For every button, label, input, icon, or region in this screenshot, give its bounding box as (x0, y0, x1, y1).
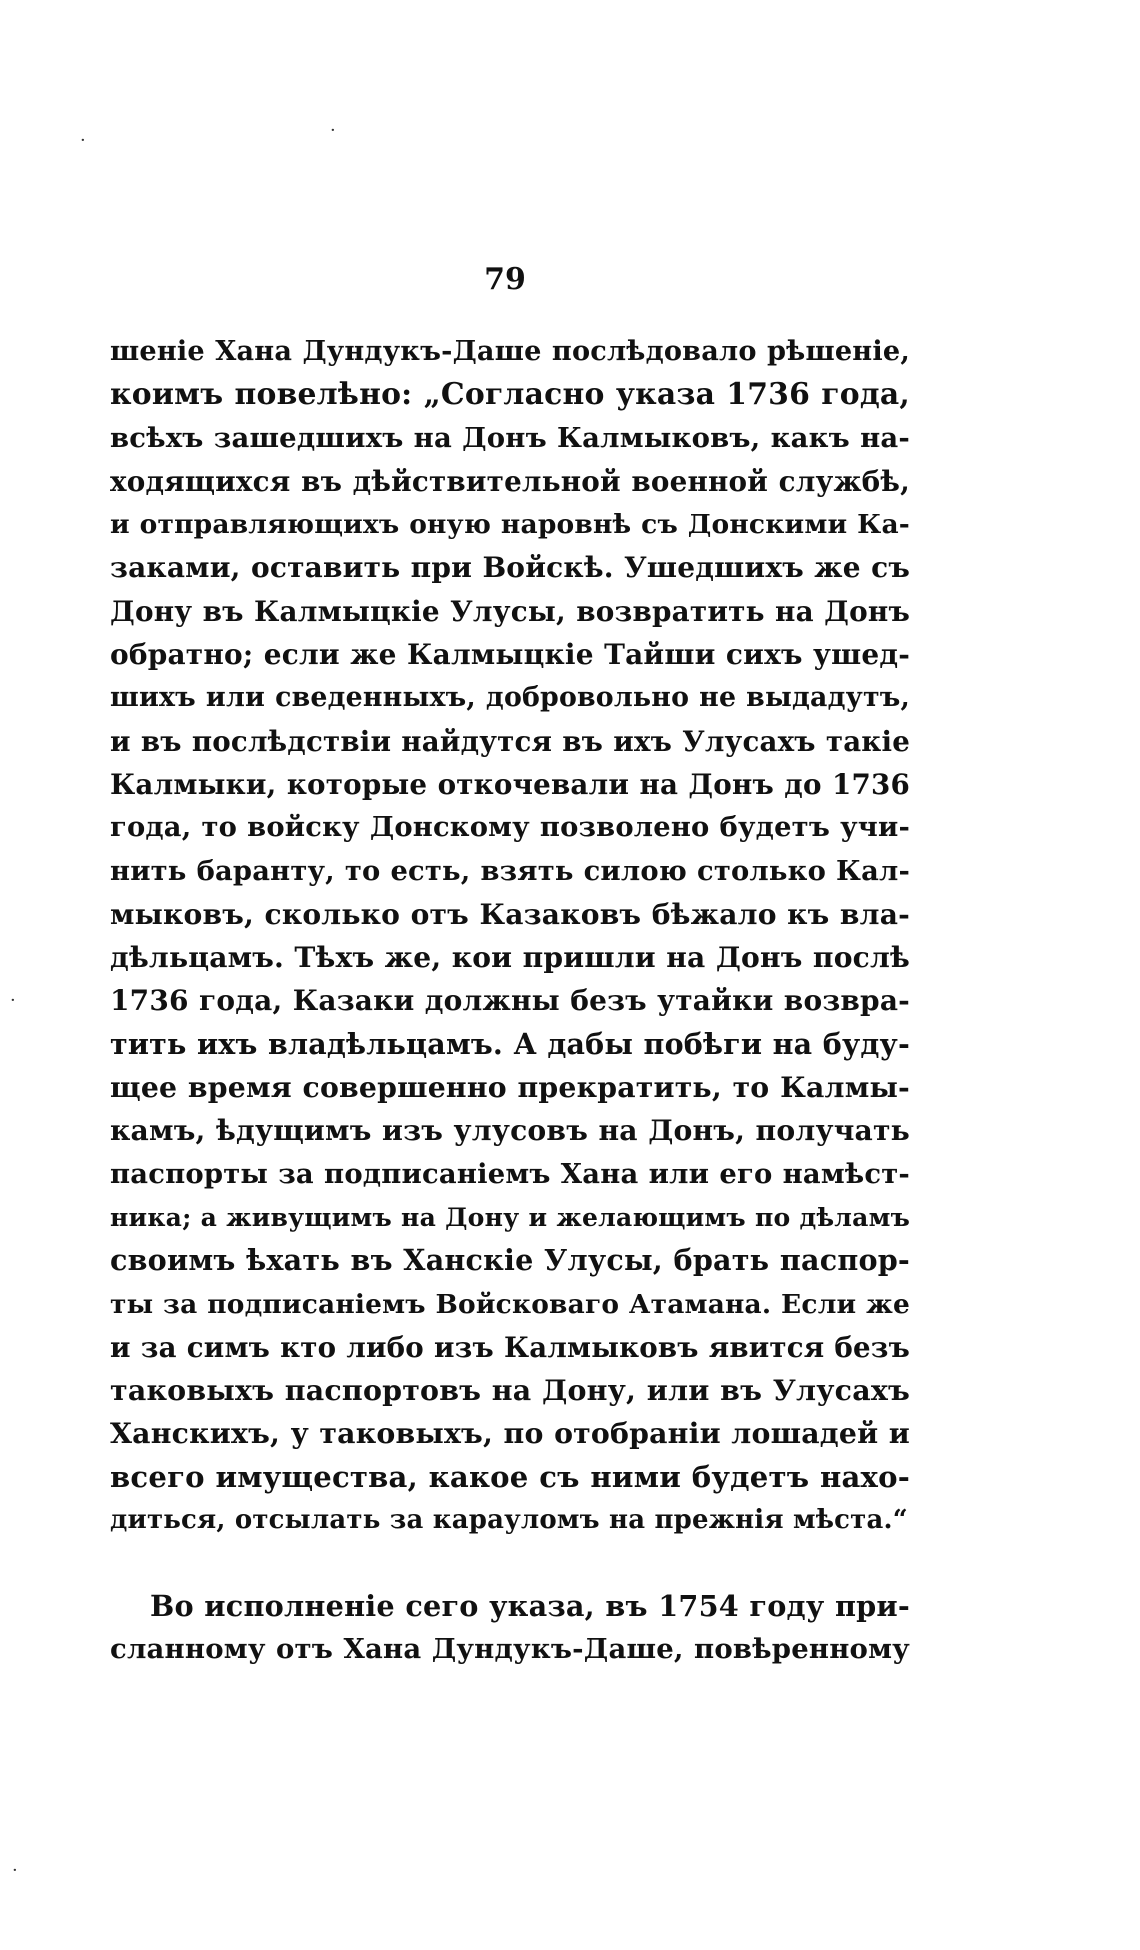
text-line: и въ послѣдствіи найдутся въ ихъ Улусахъ такіе (110, 724, 910, 758)
text-line: камъ, ѣдущимъ изъ улусовъ на Донъ, получать (110, 1114, 910, 1148)
text-line: всѣхъ зашедшихъ на Донъ Калмыковъ, какъ на- (110, 421, 910, 454)
text-line: своимъ ѣхать въ Ханскіе Улусы, брать паспор- (110, 1243, 910, 1278)
text-line: года, то войску Донскому позволено будетъ учи- (110, 811, 910, 844)
text-line: мыковъ, сколько отъ Казаковъ бѣжало къ вла- (110, 897, 910, 931)
text-line: ника; а живущимъ на Дону и желающимъ по дѣламъ (110, 1201, 910, 1232)
text-line: таковыхъ паспортовъ на Дону, или въ Улусахъ (110, 1373, 910, 1408)
paragraph-1 (110, 330, 910, 1542)
text-line: ты за подписаніемъ Войсковаго Атамана. Если же (110, 1288, 910, 1320)
page-number: 79 (484, 262, 526, 297)
text-line: всего имущества, какое съ ними будетъ нахо- (110, 1459, 910, 1494)
text-line: нить баранту, то есть, взять силою столько Кал- (110, 854, 910, 887)
scan-speck: · (80, 130, 86, 151)
text-line: и отправляющихъ оную наровнѣ съ Донскими Ка- (110, 509, 910, 541)
scan-speck: · (330, 120, 336, 141)
text-line: 1736 года, Казаки должны безъ утайки возвра- (110, 984, 910, 1018)
text-line: и за симъ кто либо изъ Калмыковъ явится безъ (110, 1330, 910, 1364)
text-line: шихъ или сведенныхъ, добровольно не выдадутъ, (110, 682, 910, 714)
text-line: Калмыки, которые откочевали на Донъ до 1736 (110, 767, 910, 801)
text-line: коимъ повелѣно: „Согласно указа 1736 года, (110, 377, 910, 413)
text-line: Во исполненіе сего указа, въ 1754 году при- (150, 1589, 910, 1623)
text-line: заками, оставить при Войскѣ. Ушедшихъ же съ (110, 551, 910, 585)
text-line: паспорты за подписаніемъ Хана или его намѣст- (110, 1157, 910, 1190)
text-line: Дону въ Калмыцкіе Улусы, возвратить на Донъ (110, 594, 910, 628)
text-line: ходящихся въ дѣйствительной военной службѣ, (110, 464, 910, 498)
text-line: обратно; если же Калмыцкіе Тайши сихъ ушед- (110, 638, 910, 672)
text-line: тить ихъ владѣльцамъ. А дабы побѣги на буду- (110, 1026, 910, 1061)
text-line: щее время совершенно прекратить, то Калмы- (110, 1070, 910, 1105)
scan-speck: · (12, 1860, 18, 1881)
text-line: Ханскихъ, у таковыхъ, по отобраніи лошадей и (110, 1416, 910, 1451)
text-line: сланному отъ Хана Дундукъ-Даше, повѣренному (110, 1633, 910, 1666)
paragraph-2 (110, 1585, 910, 1672)
text-line: шеніе Хана Дундукъ-Даше послѣдовало рѣшеніе, (110, 336, 910, 367)
scan-speck: · (10, 990, 16, 1011)
text-line: дѣльцамъ. Тѣхъ же, кои пришли на Донъ послѣ (110, 941, 910, 975)
text-line: диться, отсылать за карауломъ на прежнія мѣста.“ (110, 1505, 908, 1536)
